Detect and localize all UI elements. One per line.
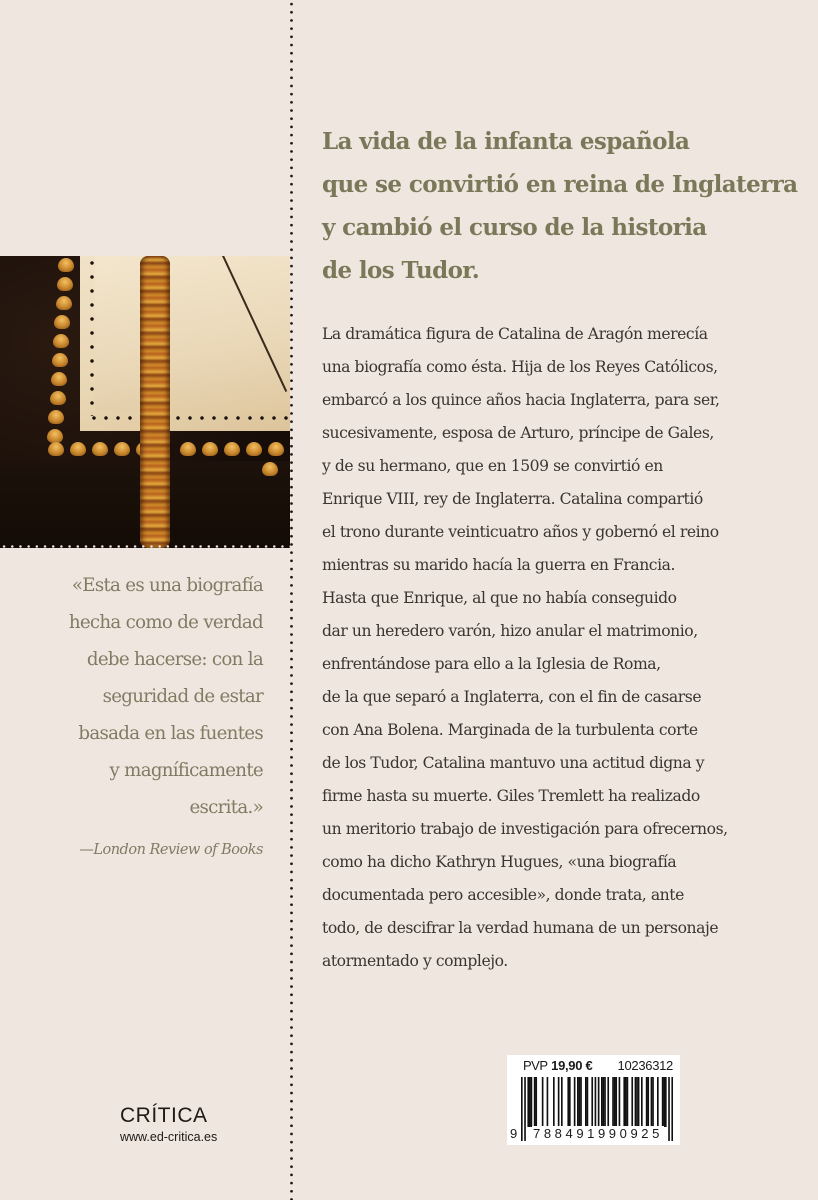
scallop-shell xyxy=(54,315,70,329)
barcode-bar xyxy=(527,1077,529,1127)
barcode-bar xyxy=(553,1077,555,1127)
synopsis-line: Hasta que Enrique, al que no había conseguido xyxy=(322,589,677,607)
scallop-shell xyxy=(92,442,108,456)
barcode-bar xyxy=(580,1077,582,1127)
quote-line: seguridad de estar xyxy=(102,686,263,707)
barcode-bar xyxy=(668,1077,670,1141)
barcode-bar xyxy=(625,1077,627,1127)
scallop-shell xyxy=(246,442,262,456)
barcode-bar xyxy=(623,1077,625,1127)
synopsis-line: documentada pero accesible», donde trata, ante xyxy=(322,886,684,904)
headline-line: y cambió el curso de la historia xyxy=(322,214,707,241)
barcode-bar xyxy=(647,1077,649,1127)
scallop-shell xyxy=(56,296,72,310)
synopsis-line: atormentado y complejo. xyxy=(322,952,508,970)
painting-gold-chain xyxy=(140,256,170,548)
barcode-bar xyxy=(529,1077,531,1127)
painting-dotted-edge xyxy=(0,545,290,548)
scallop-shell xyxy=(50,391,66,405)
barcode-bar xyxy=(662,1077,664,1127)
barcode-bar xyxy=(604,1077,606,1127)
publisher-url: www.ed-critica.es xyxy=(120,1130,218,1144)
quote-line: basada en las fuentes xyxy=(78,723,263,744)
scallop-shell xyxy=(47,429,63,443)
quote-attribution: —London Review of Books xyxy=(79,842,263,858)
quote-line: y magníficamente xyxy=(109,760,263,781)
publisher-logo: CRÍTICA xyxy=(120,1104,208,1127)
synopsis-line: una biografía como ésta. Hija de los Reyes Católicos, xyxy=(322,358,718,376)
pvp-label: PVP xyxy=(523,1058,548,1073)
synopsis-line: Enrique VIII, rey de Inglaterra. Catalina compartió xyxy=(322,490,703,508)
painting-embroidery-horizontal xyxy=(88,416,290,420)
scallop-shell xyxy=(48,442,64,456)
review-quote xyxy=(23,567,263,826)
barcode-bar xyxy=(657,1077,659,1127)
quote-line: «Esta es una biografía xyxy=(71,575,263,596)
barcode-bar xyxy=(641,1077,643,1127)
barcode-bar xyxy=(607,1077,609,1127)
barcode-bar xyxy=(631,1077,633,1127)
scallop-shell xyxy=(180,442,196,456)
barcode-bar xyxy=(601,1077,603,1127)
synopsis-line: de la que separó a Inglaterra, con el fin de casarse xyxy=(322,688,702,706)
scallop-shell xyxy=(202,442,218,456)
synopsis-line: de los Tudor, Catalina mantuvo una actitud digna y xyxy=(322,754,705,772)
barcode-bar xyxy=(638,1077,640,1127)
barcode-bar xyxy=(577,1077,579,1127)
barcode-bar xyxy=(531,1077,533,1127)
scallop-shell xyxy=(224,442,240,456)
synopsis-line: sucesivamente, esposa de Arturo, príncipe de Gales, xyxy=(322,424,714,442)
painting-embroidery-vertical xyxy=(90,256,94,416)
barcode-bar xyxy=(635,1077,637,1127)
scallop-shell xyxy=(48,410,64,424)
synopsis-line: el trono durante veinticuatro años y gobernó el reino xyxy=(322,523,719,541)
isbn-first-digit: 9 xyxy=(510,1126,518,1141)
scallop-shell xyxy=(268,442,284,456)
synopsis-line: mientras su marido hacía la guerra en Francia. xyxy=(322,556,675,574)
barcode-label xyxy=(507,1055,680,1145)
barcode-bar xyxy=(524,1077,526,1141)
publisher-block xyxy=(120,1103,217,1145)
barcode-bar xyxy=(585,1077,587,1127)
scallop-shell xyxy=(262,462,278,476)
headline-line: de los Tudor. xyxy=(322,257,480,284)
synopsis-line: enfrentándose para ello a la Iglesia de Roma, xyxy=(322,655,661,673)
synopsis-line: un meritorio trabajo de investigación para ofrecernos, xyxy=(322,820,728,838)
synopsis-line: todo, de descifrar la verdad humana de un personaje xyxy=(322,919,719,937)
barcode-bar xyxy=(534,1077,536,1127)
barcode-bar xyxy=(603,1077,605,1127)
barcode-bar xyxy=(636,1077,638,1127)
scallop-shell xyxy=(57,277,73,291)
barcode-bar xyxy=(574,1077,576,1127)
barcode-bar xyxy=(521,1077,523,1141)
barcode-bar xyxy=(671,1077,673,1141)
scallop-shell xyxy=(51,372,67,386)
headline xyxy=(322,120,798,292)
synopsis xyxy=(322,318,792,978)
barcode-bar xyxy=(542,1077,544,1127)
product-code: 10236312 xyxy=(617,1058,673,1073)
barcode-bar xyxy=(665,1077,667,1127)
barcode-bar xyxy=(558,1077,560,1127)
synopsis-line: La dramática figura de Catalina de Aragón merecía xyxy=(322,325,708,343)
synopsis-line: firme hasta su muerte. Giles Tremlett ha realizado xyxy=(322,787,700,805)
barcode-bar xyxy=(569,1077,571,1127)
quote-line: hecha como de verdad xyxy=(68,612,263,633)
dotted-divider xyxy=(290,0,293,1200)
barcode-bar xyxy=(591,1077,593,1127)
barcode-bar xyxy=(567,1077,569,1127)
barcode-bar xyxy=(652,1077,654,1127)
quote-line: debe hacerse: con la xyxy=(86,649,263,670)
price: 19,90 € xyxy=(551,1058,593,1073)
barcode-bar xyxy=(547,1077,549,1127)
barcode-bar xyxy=(646,1077,648,1127)
synopsis-line: con Ana Bolena. Marginada de la turbulenta corte xyxy=(322,721,698,739)
price-row xyxy=(523,1058,673,1074)
barcode-bar xyxy=(615,1077,617,1127)
barcode-bar xyxy=(561,1077,563,1127)
quote-line: escrita.» xyxy=(189,797,263,818)
cover-painting-detail xyxy=(0,256,290,548)
barcode-bar xyxy=(651,1077,653,1127)
scallop-shell xyxy=(70,442,86,456)
scallop-shell xyxy=(114,442,130,456)
synopsis-line: y de su hermano, que en 1509 se convirtió en xyxy=(322,457,663,475)
isbn-digits: 788491990925 xyxy=(533,1126,663,1141)
synopsis-line: dar un heredero varón, hizo anular el matrimonio, xyxy=(322,622,698,640)
barcode-bar xyxy=(619,1077,621,1127)
barcode-bar xyxy=(579,1077,581,1127)
barcode-bar xyxy=(612,1077,614,1127)
barcode-bar xyxy=(663,1077,665,1127)
synopsis-line: embarcó a los quince años hacia Inglaterra, para ser, xyxy=(322,391,720,409)
barcode-bar xyxy=(535,1077,537,1127)
scallop-shell xyxy=(58,258,74,272)
barcode-bar xyxy=(614,1077,616,1127)
barcode-bar xyxy=(627,1077,629,1127)
scallop-shell xyxy=(53,334,69,348)
synopsis-line: como ha dicho Kathryn Hugues, «una biografía xyxy=(322,853,677,871)
headline-line: La vida de la infanta española xyxy=(322,128,690,155)
scallop-shell xyxy=(52,353,68,367)
headline-line: que se convirtió en reina de Inglaterra xyxy=(322,171,798,198)
barcode-bar xyxy=(587,1077,589,1127)
